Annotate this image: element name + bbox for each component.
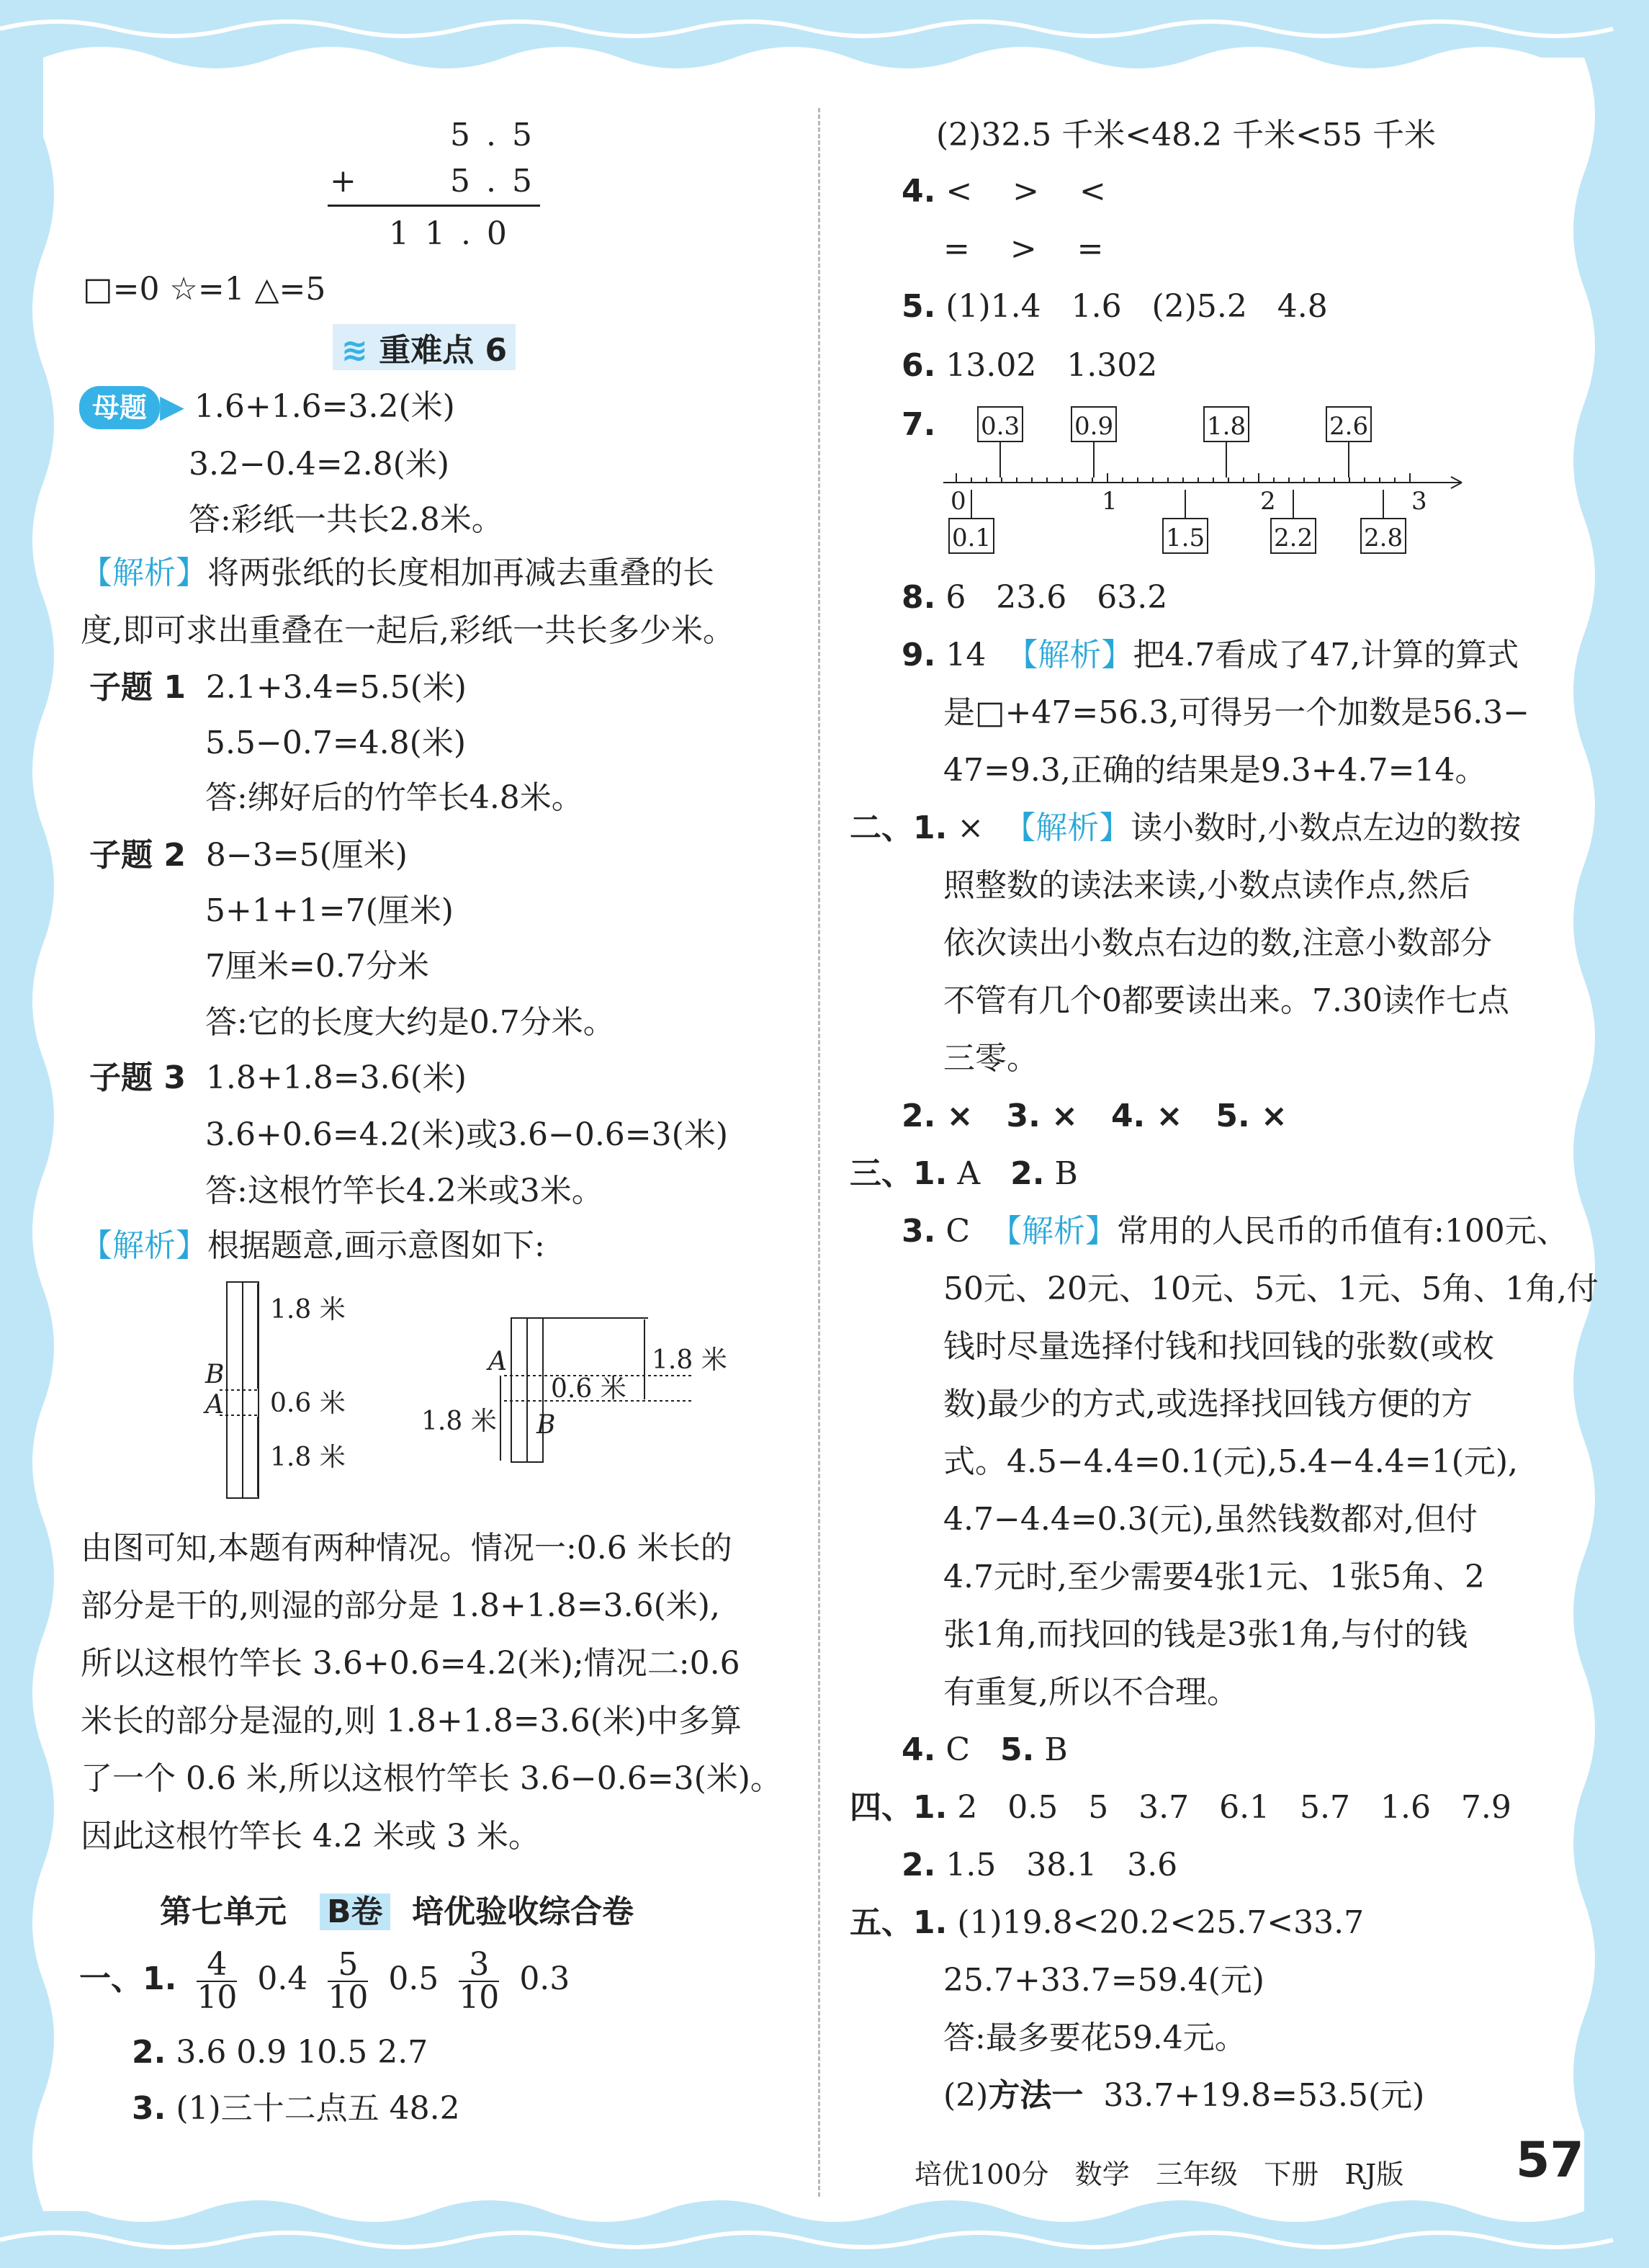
sub1-line-3: 答:绑好后的竹竿长4.8米。 <box>205 779 583 816</box>
q6-line: 6. 13.02 1.302 <box>902 347 1158 384</box>
nl-bot-3: 2.8 <box>1364 524 1403 552</box>
d1-top-label: 1.8 米 <box>270 1295 346 1325</box>
page-number: 57 <box>1516 2132 1584 2189</box>
s3q1-line: 三、1. A 2. B <box>850 1155 1078 1192</box>
q1-answers: 一、1. $\frac{4}{10}$ 0.4 $\frac{5}{10}$ 0.5 $\frac{3}{10}$ 0.3 <box>79 1945 570 2016</box>
nl-bot-1: 1.5 <box>1166 524 1205 552</box>
q7-num: 7. <box>902 406 936 443</box>
s4q2-line: 2. 1.5 38.1 3.6 <box>902 1847 1178 1883</box>
mother-line-3: 答:彩纸一共长2.8米。 <box>189 501 503 538</box>
s3q3-text-6: 4.7−4.4=0.3(元),虽然钱数都对,但付 <box>943 1501 1478 1538</box>
s3q3-text-5: 式。4.5−4.4=0.1(元),5.4−4.4=1(元), <box>943 1443 1518 1480</box>
s5q1-line: 五、1. (1)19.8<20.2<25.7<33.7 <box>850 1904 1365 1941</box>
unit-title-b: B卷 <box>320 1893 390 1930</box>
nl-tick-3: 3 <box>1411 487 1427 516</box>
sub-question-2 <box>89 834 408 877</box>
sub1-line-2: 5.5−0.7=4.8(米) <box>205 725 466 761</box>
analysis-1-text-2: 度,即可求出重叠在一起后,彩纸一共长多少米。 <box>81 612 734 649</box>
wave-icon: ≋ <box>341 332 368 369</box>
sub2-line-3: 7厘米=0.7分米 <box>205 948 429 985</box>
q9-line: 9. 14 【解析】把4.7看成了47,计算的算式 <box>902 637 1519 673</box>
nl-top-2: 1.8 <box>1207 412 1246 441</box>
d1-bot-label: 1.8 米 <box>270 1443 346 1472</box>
sub3-line-2: 3.6+0.6=4.2(米)或3.6−0.6=3(米) <box>205 1116 728 1153</box>
s3q3-text-4: 数)最少的方式,或选择找回钱方便的方 <box>943 1386 1473 1422</box>
mother-question: 母题 ▶ 1.6+1.6=3.2(米) <box>79 385 455 429</box>
s3q3-text-2: 50元、20元、10元、5元、1元、5角、1角,付 <box>943 1270 1599 1307</box>
q3-answers: 3. (1)三十二点五 48.2 <box>132 2090 460 2127</box>
d1-A: A <box>205 1390 224 1420</box>
analysis-tag: 【解析】 <box>81 555 207 591</box>
addition-second: 5 . 5 <box>450 163 535 200</box>
sub3-line-3: 答:这根竹竿长4.2米或3米。 <box>205 1173 603 1209</box>
unit-title-a: 第七单元 <box>160 1893 287 1930</box>
sub2-line-1: 8−3=5(厘米) <box>205 837 408 874</box>
q8-line: 8. 6 23.6 63.2 <box>902 579 1168 616</box>
analysis-tag-2: 【解析】 <box>81 1227 207 1264</box>
d2-left-label: 1.8 米 <box>421 1407 497 1436</box>
para-line-3: 所以这根竹竿长 3.6+0.6=4.2(米);情况二:0.6 <box>81 1645 740 1682</box>
unit-title <box>160 1886 634 1932</box>
footer-text: 培优100分 数学 三年级 下册 RJ版 <box>915 2159 1404 2190</box>
addition-plus: + <box>330 163 356 200</box>
q1-num: 一、1. <box>79 1960 177 1997</box>
nl-bot-2: 2.2 <box>1274 524 1313 552</box>
s3q3-text-7: 4.7元时,至少需要4张1元、1张5角、2 <box>943 1559 1485 1595</box>
s5q1-line-2: 25.7+33.7=59.4(元) <box>943 1962 1264 1999</box>
sub-question-3 <box>89 1057 467 1100</box>
s3q3-text-8: 张1角,而找回的钱是3张1角,与付的钱 <box>943 1616 1468 1653</box>
s3q4-line: 4. C 5. B <box>902 1731 1068 1768</box>
mother-line-2: 3.2−0.4=2.8(米) <box>189 446 449 483</box>
section-heading-6 <box>333 324 516 370</box>
s2-answers-2-5: 2. × 3. × 4. × 5. × <box>902 1098 1288 1134</box>
s3q3-text-3: 钱时尽量选择付钱和找回钱的张数(或枚 <box>943 1328 1495 1365</box>
addition-rule <box>328 205 540 207</box>
fraction-3: $\frac{3}{10}$ <box>459 1945 500 2016</box>
nl-tick-0: 0 <box>951 487 966 516</box>
analysis-1 <box>81 552 714 595</box>
q9-text-2: 是□+47=56.3,可得另一个加数是56.3− <box>943 694 1530 731</box>
sub1-label: 子题 1 <box>89 669 186 706</box>
fraction-1: $\frac{4}{10}$ <box>197 1945 238 2016</box>
nl-top-3: 2.6 <box>1329 412 1369 441</box>
para-line-2: 部分是干的,则湿的部分是 1.8+1.8=3.6(米), <box>81 1587 720 1624</box>
d2-mid-label: 0.6 米 <box>551 1374 626 1404</box>
s3q3-line: 3. C 【解析】常用的人民币的币值有:100元、 <box>902 1213 1568 1250</box>
s2q1-text-2: 照整数的读法来读,小数点读作点,然后 <box>943 867 1470 904</box>
s2q1-text-5: 三零。 <box>943 1040 1038 1077</box>
r0-line: (2)32.5 千米<48.2 千米<55 千米 <box>936 117 1436 153</box>
s5q1-line-3: 答:最多要花59.4元。 <box>943 2020 1246 2056</box>
mother-badge: 母题 <box>79 386 160 429</box>
para-line-6: 因此这根竹竿长 4.2 米或 3 米。 <box>81 1818 540 1855</box>
analysis-2-text: 根据题意,画示意图如下: <box>207 1227 545 1264</box>
nl-top-1: 0.9 <box>1074 412 1114 441</box>
q9-text-3: 47=9.3,正确的结果是9.3+4.7=14。 <box>943 752 1487 789</box>
bamboo-diagram <box>194 1275 770 1520</box>
sub2-label: 子题 2 <box>89 837 186 874</box>
para-line-4: 米长的部分是湿的,则 1.8+1.8=3.6(米)中多算 <box>81 1703 742 1739</box>
para-line-5: 了一个 0.6 米,所以这根竹竿长 3.6−0.6=3(米)。 <box>81 1760 782 1797</box>
s2q1-text-3: 依次读出小数点右边的数,注意小数部分 <box>943 925 1492 962</box>
analysis-1-text-1: 将两张纸的长度相加再减去重叠的长 <box>207 555 714 591</box>
para-line-1: 由图可知,本题有两种情况。情况一:0.6 米长的 <box>81 1530 732 1566</box>
fraction-2: $\frac{5}{10}$ <box>328 1945 369 2016</box>
number-line <box>936 400 1483 565</box>
sub2-line-2: 5+1+1=7(厘米) <box>205 892 454 929</box>
s2q1-text-4: 不管有几个0都要读出来。7.30读作七点 <box>943 982 1509 1019</box>
sub1-line-1: 2.1+3.4=5.5(米) <box>205 669 467 706</box>
sub-question-1 <box>89 666 467 709</box>
d1-B: B <box>205 1360 225 1389</box>
d2-right-label: 1.8 米 <box>652 1345 727 1375</box>
s5q1-line-4: (2)方法一 33.7+19.8=53.5(元) <box>943 2077 1425 2114</box>
d2-B: B <box>536 1410 556 1440</box>
s2q1-line: 二、1. × 【解析】读小数时,小数点左边的数按 <box>850 810 1522 846</box>
q5-line: 5. (1)1.4 1.6 (2)5.2 4.8 <box>902 288 1328 325</box>
unit-title-c: 培优验收综合卷 <box>412 1893 634 1930</box>
column-divider <box>818 108 820 2197</box>
d2-A: A <box>488 1347 507 1376</box>
addition-top: 5 . 5 <box>450 117 535 153</box>
nl-tick-2: 2 <box>1260 487 1276 516</box>
sub3-line-1: 1.8+1.8=3.6(米) <box>205 1059 467 1096</box>
q4-row1: 4. < > < <box>902 173 1106 210</box>
s4q1-line: 四、1. 2 0.5 5 3.7 6.1 5.7 1.6 7.9 <box>850 1789 1511 1826</box>
sub2-line-4: 答:它的长度大约是0.7分米。 <box>205 1004 615 1041</box>
s3q3-text-9: 有重复,所以不合理。 <box>943 1674 1239 1711</box>
analysis-2 <box>81 1224 545 1268</box>
section-title: 重难点 6 <box>379 332 508 369</box>
nl-bot-0: 0.1 <box>952 524 992 552</box>
q4-row2: = > = <box>943 230 1104 267</box>
nl-tick-1: 1 <box>1102 487 1118 516</box>
q2-answers: 2. 3.6 0.9 10.5 2.7 <box>132 2034 428 2071</box>
symbols-line: □=0 ☆=1 △=5 <box>83 271 326 308</box>
sub3-label: 子题 3 <box>89 1059 186 1096</box>
mother-line-1: 1.6+1.6=3.2(米) <box>194 388 455 425</box>
addition-result: 1 1 . 0 <box>389 215 510 252</box>
d1-mid-label: 0.6 米 <box>270 1389 346 1418</box>
nl-top-0: 0.3 <box>981 412 1020 441</box>
